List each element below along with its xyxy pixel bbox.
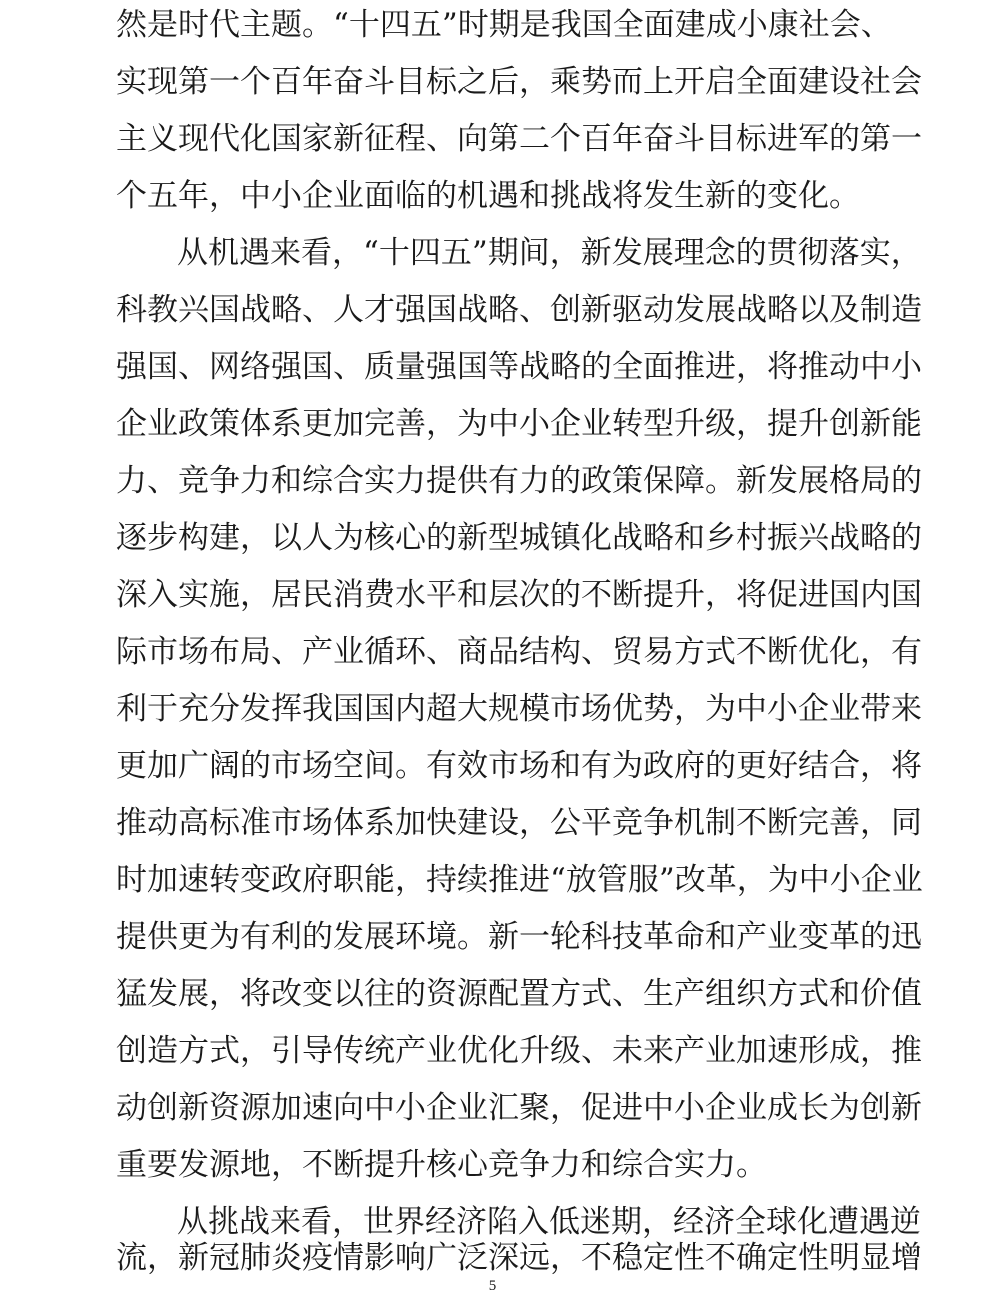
text-line: 科教兴国战略、人才强国战略、创新驱动发展战略以及制造 [116,292,922,328]
text-line: 实现第一个百年奋斗目标之后，乘势而上开启全面建设社会 [116,64,922,100]
text-line: 企业政策体系更加完善，为中小企业转型升级，提升创新能 [116,406,922,442]
text-line: 动创新资源加速向中小企业汇聚，促进中小企业成长为创新 [116,1090,922,1126]
text-line: 时加速转变政府职能，持续推进“放管服”改革，为中小企业 [116,862,923,898]
text-line: 深入实施，居民消费水平和层次的不断提升，将促进国内国 [116,577,922,613]
page-number: 5 [488,1278,497,1294]
paragraph-first-line: 从挑战来看，世界经济陷入低迷期，经济全球化遭遇逆 [177,1204,921,1240]
text-line: 更加广阔的市场空间。有效市场和有为政府的更好结合，将 [116,748,922,784]
text-line: 力、竞争力和综合实力提供有力的政策保障。新发展格局的 [116,463,922,499]
text-line: 创造方式，引导传统产业优化升级、未来产业加速形成，推 [116,1033,922,1069]
text-line: 强国、网络强国、质量强国等战略的全面推进，将推动中小 [116,349,922,385]
text-line: 然是时代主题。“十四五”时期是我国全面建成小康社会、 [116,7,892,43]
text-line: 重要发源地，不断提升核心竞争力和综合实力。 [116,1147,767,1183]
paragraph-first-line: 从机遇来看，“十四五”期间，新发展理念的贯彻落实， [177,235,922,271]
text-line: 际市场布局、产业循环、商品结构、贸易方式不断优化，有 [116,634,922,670]
text-line: 利于充分发挥我国国内超大规模市场优势，为中小企业带来 [116,691,922,727]
text-line: 流，新冠肺炎疫情影响广泛深远，不稳定性不确定性明显增 [116,1240,922,1276]
text-line: 逐步构建，以人为核心的新型城镇化战略和乡村振兴战略的 [116,520,922,556]
text-line: 个五年，中小企业面临的机遇和挑战将发生新的变化。 [116,178,860,214]
text-line: 猛发展，将改变以往的资源配置方式、生产组织方式和价值 [116,976,922,1012]
text-line: 提供更为有利的发展环境。新一轮科技革命和产业变革的迅 [116,919,922,955]
text-line: 推动高标准市场体系加快建设，公平竞争机制不断完善，同 [116,805,922,841]
text-line: 主义现代化国家新征程、向第二个百年奋斗目标进军的第一 [116,121,922,157]
